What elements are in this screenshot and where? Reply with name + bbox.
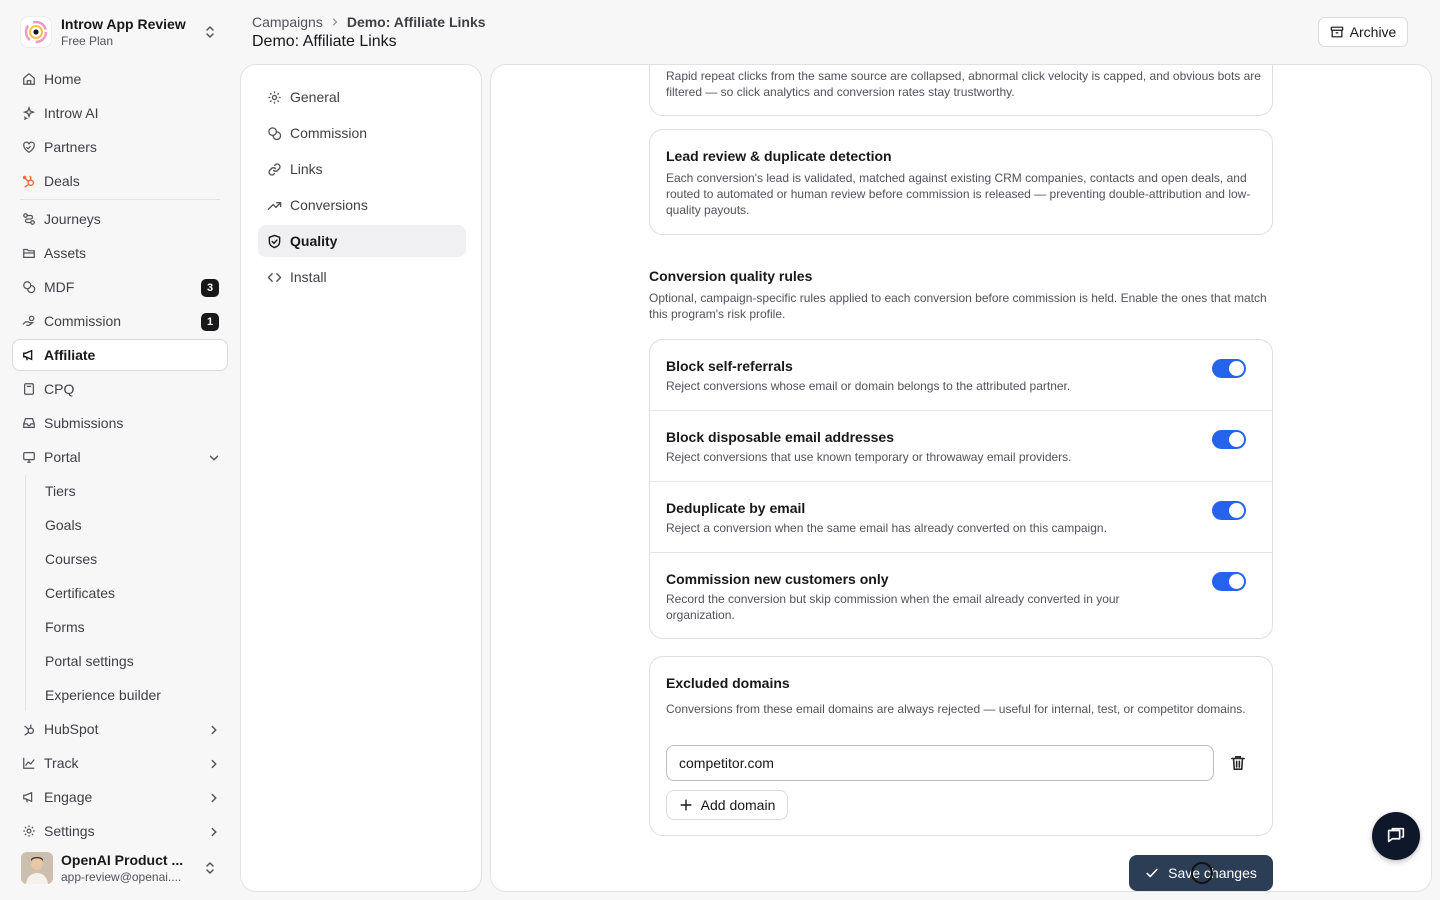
rule-title: Deduplicate by email bbox=[666, 500, 806, 516]
tab-commission[interactable] bbox=[258, 117, 466, 149]
nav-label: HubSpot bbox=[44, 721, 99, 737]
click-filtering-desc: Rapid repeat clicks from the same source are collapsed, abnormal click velocity is capped, and obvious bots are filtered — so click analytics and conversion rates stay trustworthy. bbox=[666, 69, 1261, 99]
rule-block-self-referrals bbox=[650, 340, 1272, 411]
archive-label: Archive bbox=[1349, 24, 1397, 40]
nav-settings[interactable] bbox=[12, 815, 228, 847]
tab-label: Install bbox=[290, 269, 327, 285]
monitor-icon bbox=[22, 450, 36, 464]
add-domain-label: Add domain bbox=[700, 797, 776, 813]
chevron-right-icon bbox=[207, 791, 221, 805]
mdf-count-badge: 3 bbox=[201, 279, 219, 297]
nav-introw-ai[interactable] bbox=[12, 97, 228, 129]
rule-title: Block self-referrals bbox=[666, 358, 793, 374]
tab-quality[interactable] bbox=[258, 225, 466, 257]
tab-label: Quality bbox=[290, 233, 338, 249]
nav-tiers[interactable] bbox=[26, 475, 228, 507]
chevron-right-icon bbox=[207, 723, 221, 737]
chevron-right-icon bbox=[207, 825, 221, 839]
nav-label: Deals bbox=[44, 173, 80, 189]
nav-label: Commission bbox=[44, 313, 122, 329]
nav-deals[interactable] bbox=[12, 165, 228, 197]
excluded-domains-desc: Conversions from these email domains are always rejected — useful for internal, test, or competitor domains. bbox=[666, 702, 1246, 716]
commission-count-badge: 1 bbox=[201, 313, 219, 331]
rule-title: Commission new customers only bbox=[666, 571, 889, 587]
rule-new-customers-only bbox=[650, 553, 1272, 640]
home-icon bbox=[22, 72, 36, 86]
tab-links[interactable] bbox=[258, 153, 466, 185]
nav-label: Journeys bbox=[44, 211, 101, 227]
nav-divider bbox=[20, 199, 220, 200]
handshake-icon bbox=[22, 140, 36, 154]
check-icon bbox=[1145, 866, 1159, 880]
shield-check-icon bbox=[267, 234, 282, 249]
toggle-knob bbox=[1229, 432, 1244, 447]
excluded-domains-title: Excluded domains bbox=[666, 675, 790, 691]
chat-launcher-button[interactable] bbox=[1372, 812, 1420, 860]
lead-review-card bbox=[649, 129, 1273, 235]
lead-review-title: Lead review & duplicate detection bbox=[666, 148, 892, 164]
code-icon bbox=[267, 270, 282, 285]
rules-section-desc: Optional, campaign-specific rules applied to each conversion before commission is held. Enable the ones that match this program's risk profile. bbox=[649, 291, 1267, 321]
deduplicate-email-toggle[interactable] bbox=[1212, 501, 1246, 520]
nav-commission[interactable] bbox=[12, 305, 228, 337]
nav-label: Engage bbox=[44, 789, 93, 805]
nav-affiliate[interactable] bbox=[12, 339, 228, 371]
org-name: Introw App Review bbox=[61, 15, 186, 32]
breadcrumb-campaigns[interactable]: Campaigns bbox=[252, 14, 323, 30]
workflow-icon bbox=[22, 212, 36, 226]
toggle-knob bbox=[1229, 574, 1244, 589]
quality-rules-card bbox=[649, 339, 1273, 639]
rules-section-title: Conversion quality rules bbox=[649, 268, 813, 284]
toggle-knob bbox=[1229, 361, 1244, 376]
megaphone-icon bbox=[22, 348, 36, 362]
folder-open-icon bbox=[22, 246, 36, 260]
nav-label: Track bbox=[44, 755, 79, 771]
nav-courses[interactable] bbox=[26, 543, 228, 575]
archive-button[interactable] bbox=[1318, 17, 1408, 47]
coins-icon bbox=[22, 280, 36, 294]
chat-icon bbox=[1385, 825, 1407, 847]
excluded-domain-input[interactable] bbox=[666, 745, 1214, 781]
link-icon bbox=[267, 162, 282, 177]
nav-engage[interactable] bbox=[12, 781, 228, 813]
gear-icon bbox=[22, 824, 36, 838]
chevrons-up-down-icon bbox=[202, 24, 218, 40]
rule-desc: Reject conversions that use known temporary or throwaway email providers. bbox=[666, 450, 1072, 464]
nav-label: Portal bbox=[44, 449, 81, 465]
nav-label: Introw AI bbox=[44, 105, 99, 121]
nav-assets[interactable] bbox=[12, 237, 228, 269]
nav-cpq[interactable] bbox=[12, 373, 228, 405]
rule-block-disposable-email bbox=[650, 411, 1272, 482]
nav-mdf[interactable] bbox=[12, 271, 228, 303]
self-referrals-toggle[interactable] bbox=[1212, 359, 1246, 378]
rule-title: Block disposable email addresses bbox=[666, 429, 894, 445]
nav-label: Home bbox=[44, 71, 82, 87]
nav-label: Tiers bbox=[45, 483, 76, 499]
chevron-right-icon bbox=[207, 757, 221, 771]
chevron-right-icon bbox=[329, 16, 341, 28]
archive-icon bbox=[1330, 25, 1344, 39]
hand-coins-icon bbox=[22, 314, 36, 328]
nav-forms[interactable] bbox=[26, 611, 228, 643]
tab-label: Commission bbox=[290, 125, 368, 141]
trend-up-icon bbox=[267, 198, 282, 213]
introw-logo-icon bbox=[20, 16, 52, 48]
user-menu[interactable] bbox=[12, 848, 228, 888]
nav-label: Forms bbox=[45, 619, 85, 635]
nav-submissions[interactable] bbox=[12, 407, 228, 439]
tab-label: Links bbox=[290, 161, 323, 177]
add-domain-button[interactable] bbox=[666, 790, 788, 820]
tab-label: General bbox=[290, 89, 340, 105]
nav-hubspot[interactable] bbox=[12, 713, 228, 745]
chevron-down-icon bbox=[207, 451, 221, 465]
click-filtering-card bbox=[649, 64, 1273, 116]
nav-label: Courses bbox=[45, 551, 98, 567]
org-switcher[interactable] bbox=[12, 8, 228, 56]
new-customers-toggle[interactable] bbox=[1212, 572, 1246, 591]
rule-desc: Reject a conversion when the same email has already converted on this campaign. bbox=[666, 521, 1107, 535]
gear-icon bbox=[267, 90, 282, 105]
nav-partners[interactable] bbox=[12, 131, 228, 163]
tab-conversions[interactable] bbox=[258, 189, 466, 221]
nav-label: MDF bbox=[44, 279, 75, 295]
nav-label: Partners bbox=[44, 139, 97, 155]
nav-label: Affiliate bbox=[44, 347, 96, 363]
plus-icon bbox=[679, 798, 693, 812]
nav-label: Submissions bbox=[44, 415, 124, 431]
breadcrumb-current: Demo: Affiliate Links bbox=[346, 14, 486, 30]
coins-icon bbox=[267, 126, 282, 141]
nav-portal[interactable] bbox=[12, 441, 228, 473]
disposable-email-toggle[interactable] bbox=[1212, 430, 1246, 449]
nav-journeys[interactable] bbox=[12, 203, 228, 235]
org-plan: Free Plan bbox=[61, 33, 114, 48]
megaphone-icon bbox=[22, 790, 36, 804]
campaign-settings-nav bbox=[240, 64, 482, 892]
quality-settings-panel bbox=[490, 64, 1432, 892]
tab-label: Conversions bbox=[290, 197, 368, 213]
nav-label: CPQ bbox=[44, 381, 75, 397]
line-chart-icon bbox=[22, 756, 36, 770]
nav-home[interactable] bbox=[12, 63, 228, 95]
rule-deduplicate-email bbox=[650, 482, 1272, 553]
hubspot-deals-icon bbox=[22, 174, 36, 188]
trash-icon[interactable] bbox=[1229, 754, 1247, 772]
tab-general[interactable] bbox=[258, 81, 466, 113]
nav-label: Settings bbox=[44, 823, 95, 839]
nav-label: Portal settings bbox=[45, 653, 134, 669]
nav-label: Experience builder bbox=[45, 687, 161, 703]
user-name: OpenAI Product ... bbox=[61, 851, 184, 868]
nav-track[interactable] bbox=[12, 747, 228, 779]
nav-portal-settings[interactable] bbox=[26, 645, 228, 677]
chevrons-up-down-icon bbox=[202, 860, 218, 876]
nav-experience-builder[interactable] bbox=[26, 679, 228, 711]
save-label: Save changes bbox=[1168, 865, 1257, 881]
user-email: app-review@openai.... bbox=[61, 869, 182, 884]
nav-label: Goals bbox=[45, 517, 82, 533]
rule-desc: Record the conversion but skip commission when the email already converted in your organization. bbox=[666, 592, 1120, 622]
sparkles-icon bbox=[22, 106, 36, 120]
hubspot-icon bbox=[22, 722, 36, 736]
avatar bbox=[21, 852, 53, 884]
toggle-knob bbox=[1229, 503, 1244, 518]
sidebar bbox=[0, 0, 240, 900]
excluded-domains-card bbox=[649, 656, 1273, 836]
nav-certificates[interactable] bbox=[26, 577, 228, 609]
rule-desc: Reject conversions whose email or domain belongs to the attributed partner. bbox=[666, 379, 1071, 393]
page-title: Demo: Affiliate Links bbox=[252, 33, 397, 50]
tab-install[interactable] bbox=[258, 261, 466, 293]
lead-review-desc: Each conversion's lead is validated, matched against existing CRM companies, contacts and open deals, and routed to automated or human review before commission is released — preventing double-attribution and low-quality payouts. bbox=[666, 171, 1251, 217]
inbox-icon bbox=[22, 416, 36, 430]
calculator-icon bbox=[22, 382, 36, 396]
main-nav bbox=[12, 63, 228, 849]
breadcrumb bbox=[252, 13, 486, 31]
portal-subnav bbox=[25, 475, 228, 711]
save-changes-button[interactable] bbox=[1129, 855, 1273, 891]
nav-goals[interactable] bbox=[26, 509, 228, 541]
nav-label: Certificates bbox=[45, 585, 116, 601]
nav-label: Assets bbox=[44, 245, 87, 261]
